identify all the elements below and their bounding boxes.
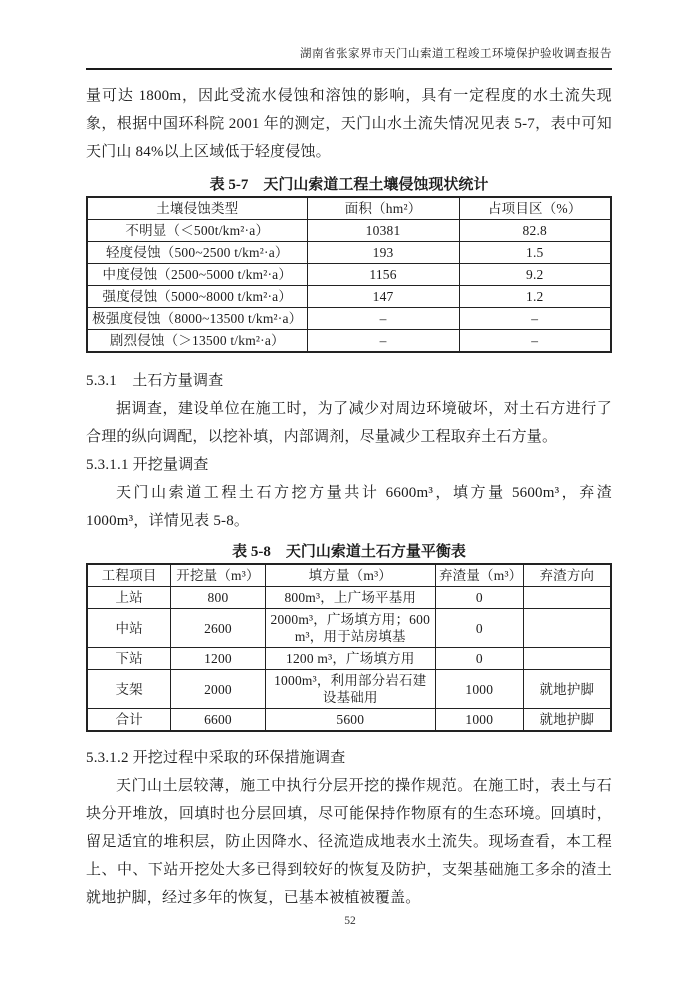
table-cell: 支架: [87, 670, 171, 709]
paragraph-earthwork-survey: 据调查，建设单位在施工时，为了减少对周边环境破坏，对土石方进行了合理的纵向调配，以挖补填，内部调剂，尽量减少工程取弃土石方量。: [86, 401, 612, 445]
table-cell: 800m³，上广场平基用: [265, 587, 435, 609]
table-cell: 1.5: [459, 242, 611, 264]
table-cell: 1200: [171, 648, 265, 670]
table-row: [87, 648, 611, 670]
column-header: 弃渣方向: [523, 564, 611, 587]
table-cell: 193: [307, 242, 459, 264]
table-cell: 9.2: [459, 264, 611, 286]
table-cell: 1156: [307, 264, 459, 286]
paragraph-continuation: 量可达 1800m，因此受流水侵蚀和溶蚀的影响，具有一定程度的水土流失现象，根据中国环科院 2001 年的测定，天门山水土流失情况见表 5-7，表中可知天门山 84%以上区域低于轻度侵蚀。: [86, 88, 612, 160]
running-header-title: 湖南省张家界市天门山索道工程竣工环境保护验收调查报告: [300, 48, 612, 60]
table-cell: 1000: [435, 670, 523, 709]
table-cell: 不明显（＜500t/km²·a）: [87, 220, 307, 242]
table-cell: [523, 648, 611, 670]
table-cell: [523, 587, 611, 609]
column-header: 占项目区（%）: [459, 197, 611, 220]
table-cell: 极强度侵蚀（8000~13500 t/km²·a）: [87, 308, 307, 330]
header-rule: [86, 68, 612, 70]
column-header: 弃渣量（m³）: [435, 564, 523, 587]
table-cell: 就地护脚: [523, 709, 611, 732]
table-cell: 10381: [307, 220, 459, 242]
table-cell: –: [459, 308, 611, 330]
table-cell: 1200 m³，广场填方用: [265, 648, 435, 670]
table-cell: 800: [171, 587, 265, 609]
section-heading-5-3-1-1: 5.3.1.1 开挖量调查: [86, 457, 209, 473]
column-header: 填方量（m³）: [265, 564, 435, 587]
column-header: 工程项目: [87, 564, 171, 587]
paragraph-excavation-volume: 天门山索道工程土石方挖方量共计 6600m³，填方量 5600m³，弃渣 1000m³，详情见表 5-8。: [86, 485, 612, 529]
paragraph-environmental-measures: 天门山土层较薄，施工中执行分层开挖的操作规范。在施工时，表土与石块分开堆放，回填时也分层回填，尽可能保持作物原有的生态环境。回填时，留足适宜的堆积层，防止因降水、径流造成地表水土流失。现场查看，本工程上、中、下站开挖处大多已得到较好的恢复及防护，支架基础施工多余的渣土就地护脚，经过多年的恢复，已基本被植被覆盖。: [86, 778, 612, 906]
table-row: [87, 670, 611, 709]
table-cell: 5600: [265, 709, 435, 732]
table-cell: 合计: [87, 709, 171, 732]
table-cell: 强度侵蚀（5000~8000 t/km²·a）: [87, 286, 307, 308]
table-cell: 2600: [171, 609, 265, 648]
table-cell: 下站: [87, 648, 171, 670]
table-header-row: [87, 564, 611, 587]
table-cell: 中站: [87, 609, 171, 648]
table-cell: 就地护脚: [523, 670, 611, 709]
table-cell: 6600: [171, 709, 265, 732]
table-5-7-caption: 表 5-7 天门山索道工程土壤侵蚀现状统计: [209, 177, 489, 193]
table-row: [87, 220, 611, 242]
table-cell: 1.2: [459, 286, 611, 308]
table-cell: 0: [435, 609, 523, 648]
page-header: [86, 0, 612, 70]
table-cell: 0: [435, 648, 523, 670]
table-cell: 0: [435, 587, 523, 609]
table-cell: 1000: [435, 709, 523, 732]
table-row: [87, 330, 611, 353]
table-5-8-caption: 表 5-8 天门山索道土石方量平衡表: [232, 544, 466, 560]
table-soil-erosion: [86, 196, 612, 353]
table-cell: 2000: [171, 670, 265, 709]
table-cell: –: [459, 330, 611, 353]
table-cell: –: [307, 330, 459, 353]
table-cell: 中度侵蚀（2500~5000 t/km²·a）: [87, 264, 307, 286]
table-cell: 82.8: [459, 220, 611, 242]
table-cell: 轻度侵蚀（500~2500 t/km²·a）: [87, 242, 307, 264]
table-row: [87, 264, 611, 286]
table-cell: 2000m³，广场填方用；600m³，用于站房填基: [265, 609, 435, 648]
column-header: 面积（hm²）: [307, 197, 459, 220]
table-cell: –: [307, 308, 459, 330]
section-heading-5-3-1: 5.3.1 土石方量调查: [86, 373, 224, 389]
column-header: 开挖量（m³）: [171, 564, 265, 587]
table-row: [87, 609, 611, 648]
table-header-row: [87, 197, 611, 220]
table-row: [87, 242, 611, 264]
table-earthwork-balance: [86, 563, 612, 732]
section-heading-5-3-1-2: 5.3.1.2 开挖过程中采取的环保措施调查: [86, 750, 346, 766]
table-cell: 上站: [87, 587, 171, 609]
table-cell: 1000m³，利用部分岩石建设基础用: [265, 670, 435, 709]
page-number: 52: [344, 915, 356, 927]
table-row: [87, 286, 611, 308]
table-cell: 剧烈侵蚀（＞13500 t/km²·a）: [87, 330, 307, 353]
table-cell: 147: [307, 286, 459, 308]
table-row: [87, 709, 611, 732]
table-row: [87, 587, 611, 609]
table-row: [87, 308, 611, 330]
column-header: 土壤侵蚀类型: [87, 197, 307, 220]
table-cell: [523, 609, 611, 648]
